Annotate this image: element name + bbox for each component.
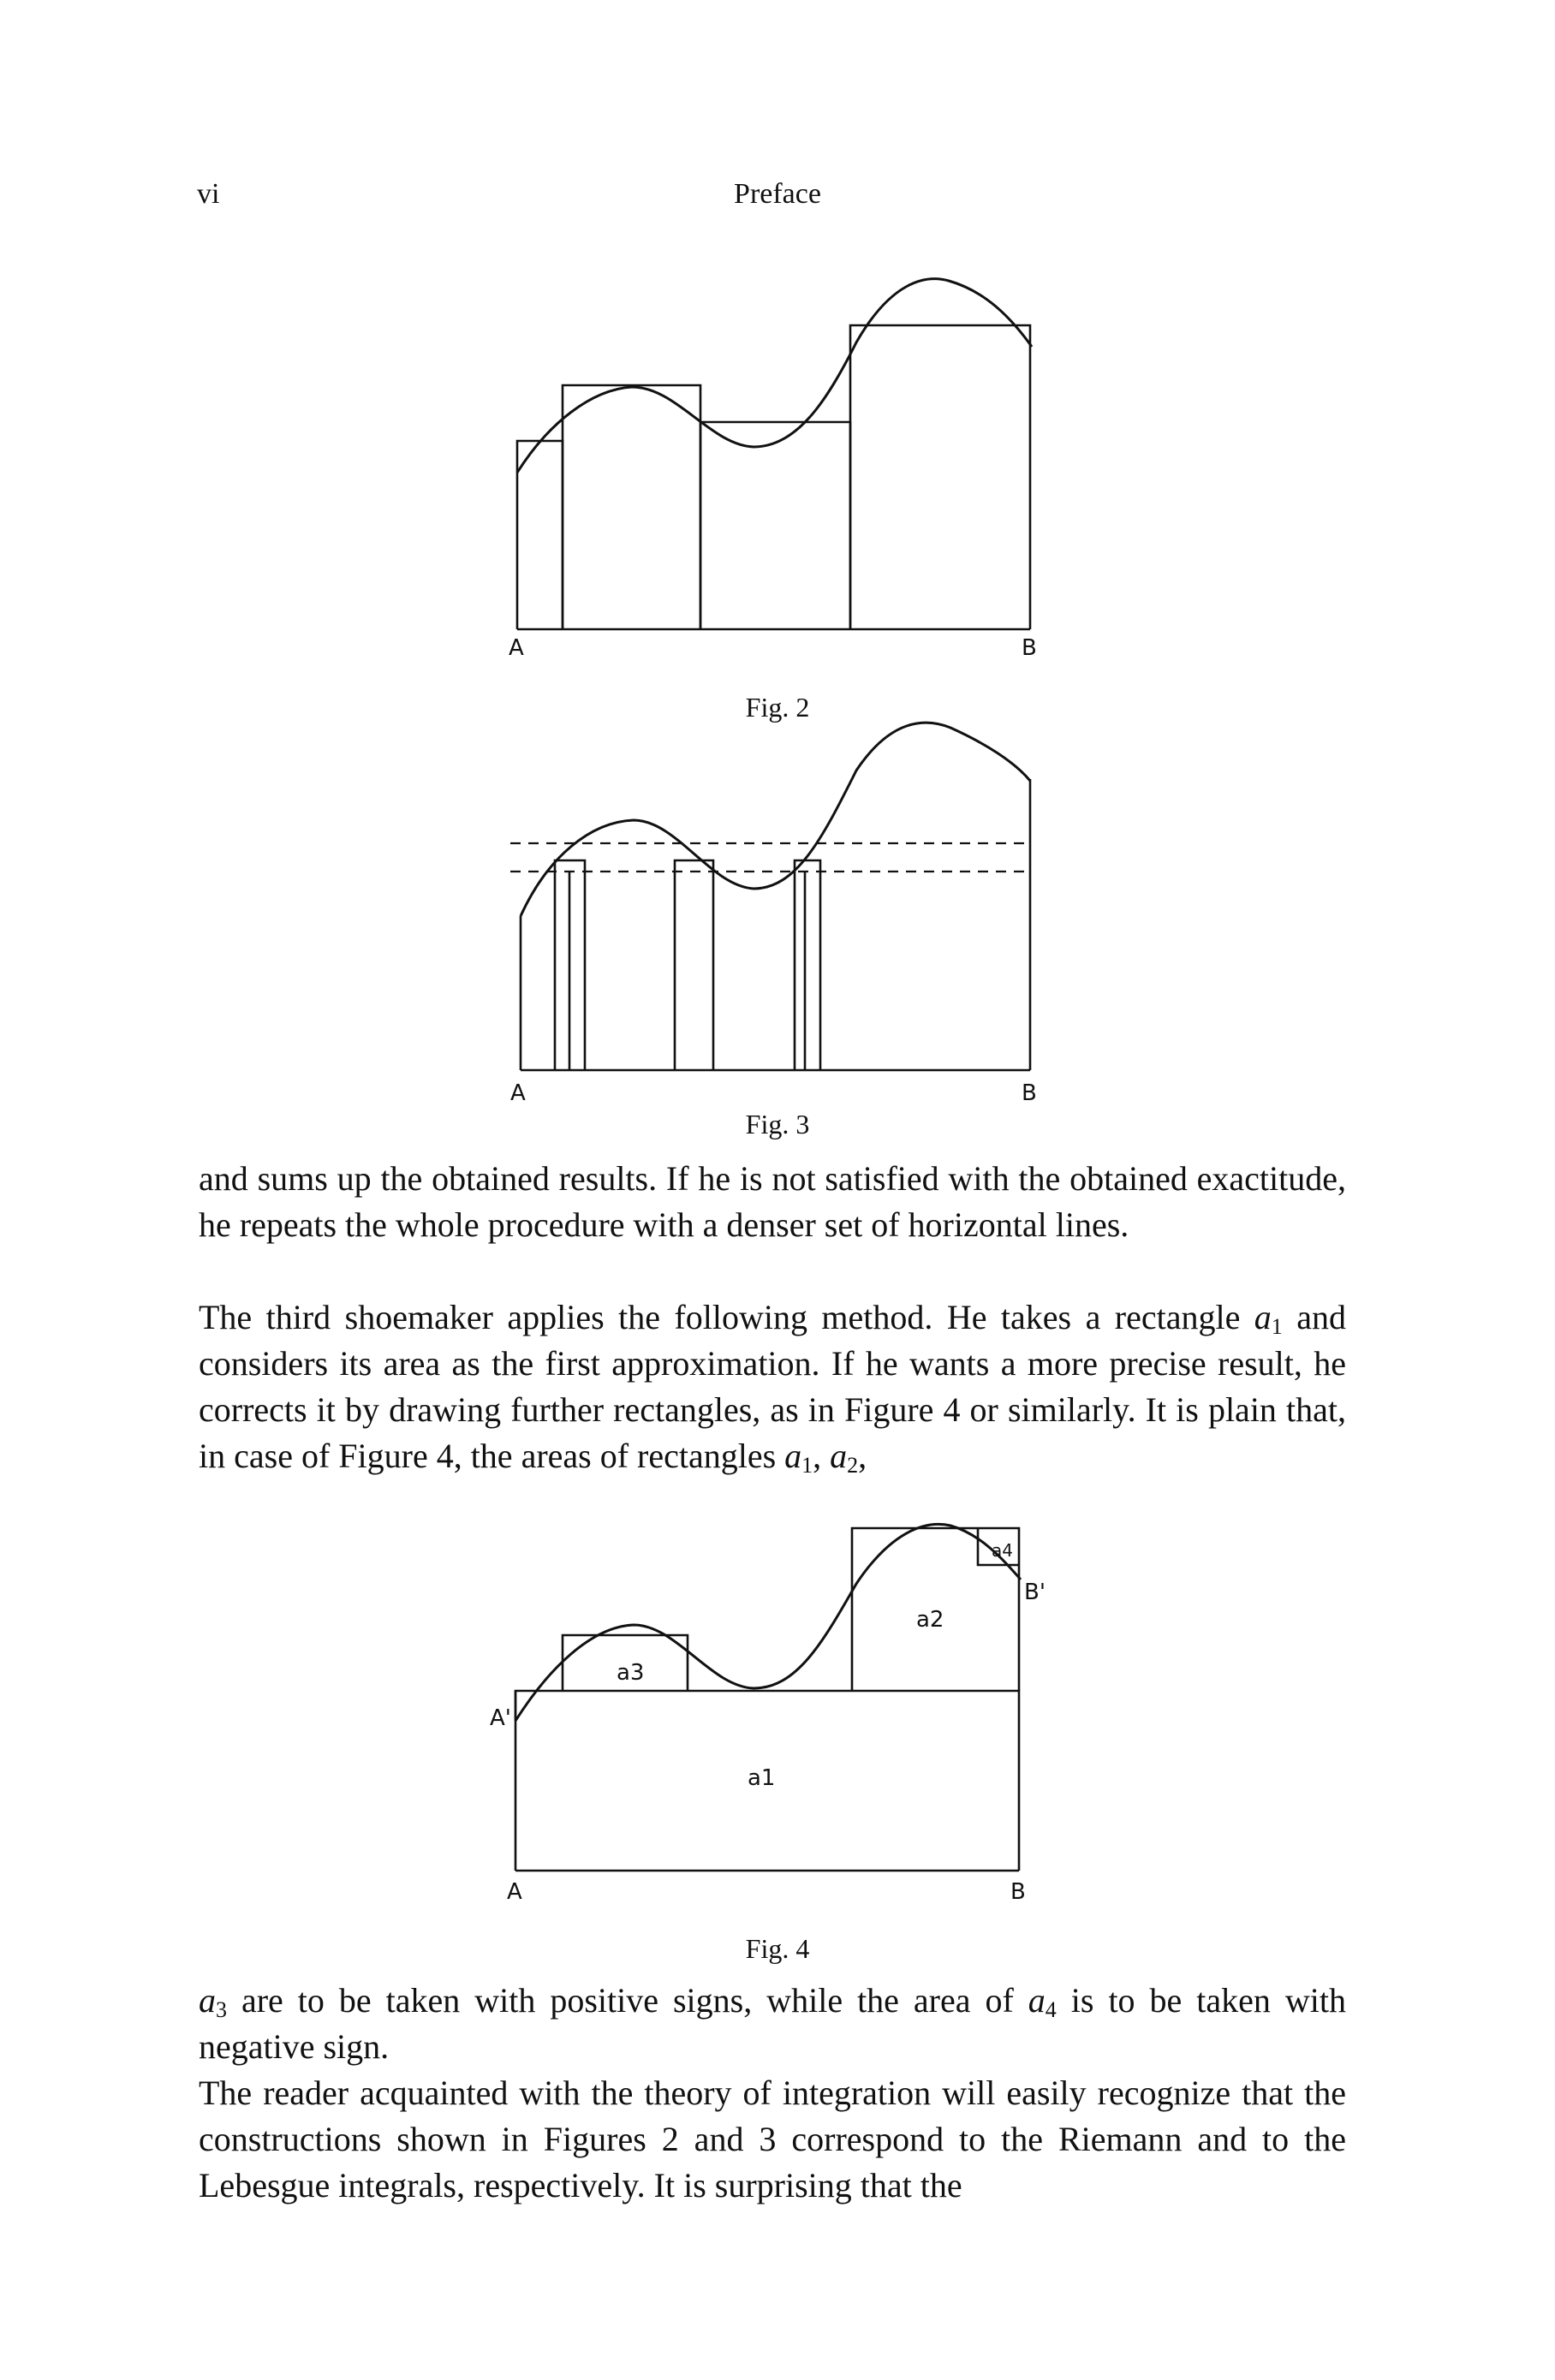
fig3-strip-3 [795, 860, 820, 1070]
fig4-label-a4: a4 [992, 1540, 1013, 1561]
paragraph-1: and sums up the obtained results. If he is not satisfied with the obtained exactitude, he repeats the whole procedure with a denser set of horizontal lines. [199, 1159, 1346, 1244]
fig2-label-a: A [509, 635, 524, 661]
p2-final: , [858, 1437, 867, 1475]
figure-3 [0, 711, 1555, 1106]
p3-sym-a3: a [199, 1981, 216, 2020]
fig4-label-a: A [507, 1879, 522, 1905]
p2-rest: and considers its area as the first approximation. If he wants a more precise result, he corrects it by drawing further rectangles, as in Figure 4 or similarly. It is plain that, in case of Figure 4, the areas of rectangles [199, 1298, 1346, 1475]
page-number: vi [197, 178, 220, 210]
fig2-rect-1 [517, 441, 563, 629]
fig2-rect-3 [700, 422, 850, 629]
figure-2 [0, 274, 1555, 676]
fig2-rect-4 [850, 325, 1030, 629]
fig3-caption: Fig. 3 [745, 1109, 810, 1139]
paragraph-2 [199, 1294, 1346, 1479]
fig3-strip-2 [675, 860, 713, 1070]
p3-sym-a4: a [1028, 1981, 1046, 2020]
fig2-label-b: B [1022, 635, 1037, 661]
fig2-caption: Fig. 2 [745, 692, 810, 723]
fig2-curve [517, 279, 1032, 473]
fig4-label-a1: a1 [748, 1765, 776, 1791]
p2-sym-a2-sub: 2 [847, 1453, 859, 1478]
fig3-label-b: B [1022, 1080, 1037, 1106]
fig4-label-b-prime: B' [1024, 1580, 1046, 1605]
fig3-label-a: A [510, 1080, 526, 1106]
p2-comma: , [813, 1437, 831, 1475]
fig3-curve [521, 723, 1030, 916]
fig4-label-b: B [1010, 1879, 1026, 1905]
p2-sym-a2: a [830, 1437, 848, 1475]
p3-sym-a3-sub: 3 [216, 1997, 227, 2022]
figure-4 [0, 1507, 1555, 1909]
p2-sym-a1b: a [784, 1437, 802, 1475]
p2-sym-a1b-sub: 1 [801, 1453, 813, 1478]
p3-end: is to be taken with negative sign. [199, 1981, 1346, 2066]
paragraph-3 [199, 1978, 1346, 2070]
paragraph-4: The reader acquainted with the theory of integration will easily recognize that the constructions shown in Figures 2 and 3 correspond to the Riemann and to the Lebesgue integrals, respectively. It is surprising that the [199, 2074, 1346, 2204]
p2-start: The third shoemaker applies the following method. He takes a rectangle [199, 1298, 1241, 1336]
fig2-rect-2 [563, 385, 700, 629]
running-title: Preface [734, 178, 821, 210]
p2-sym-a1-sub: 1 [1271, 1314, 1283, 1339]
p2-sym-a1: a [1254, 1298, 1272, 1336]
fig4-label-a2: a2 [916, 1607, 944, 1633]
fig4-label-a-prime: A' [490, 1705, 511, 1731]
fig4-caption: Fig. 4 [745, 1933, 810, 1964]
p3-sym-a4-sub: 4 [1045, 1997, 1057, 2022]
p3-mid: are to be taken with positive signs, while the area of [227, 1981, 1028, 2020]
fig4-label-a3: a3 [617, 1660, 645, 1686]
